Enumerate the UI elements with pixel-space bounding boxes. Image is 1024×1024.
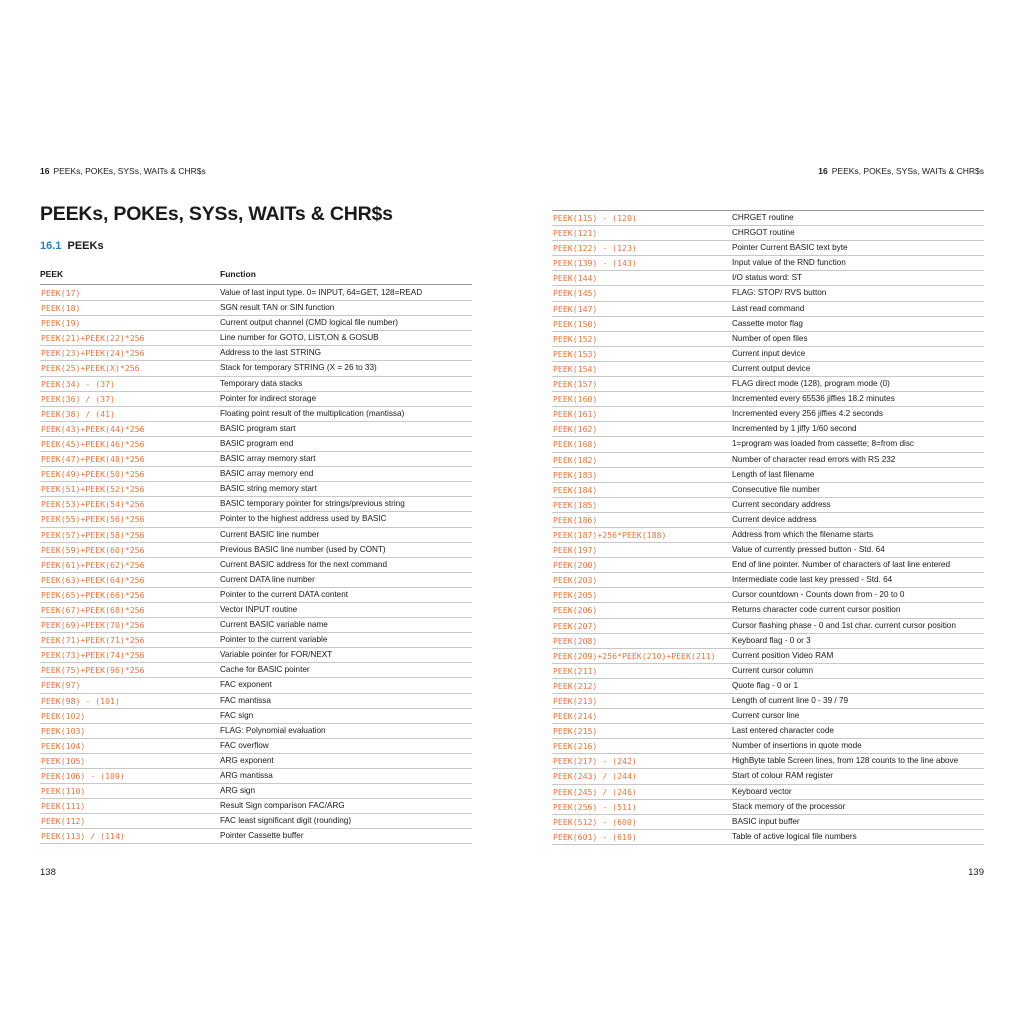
peek-code: PEEK(150) xyxy=(553,318,598,329)
table-row xyxy=(552,830,984,845)
peek-code: PEEK(160) xyxy=(553,394,598,405)
page-number: 139 xyxy=(968,867,984,878)
table-row xyxy=(552,724,984,739)
peek-code: PEEK(157) xyxy=(553,379,598,390)
table-row xyxy=(552,362,984,377)
function-description: FLAG direct mode (128), program mode (0) xyxy=(732,379,890,389)
table-row xyxy=(40,588,472,603)
table-row xyxy=(552,210,984,226)
table-row xyxy=(552,619,984,634)
function-description: Cassette motor flag xyxy=(732,318,803,328)
function-description: Line number for GOTO, LIST,ON & GOSUB xyxy=(220,333,379,343)
function-description: Current BASIC variable name xyxy=(220,620,328,630)
function-description: Incremented every 256 jiffies 4.2 seconds xyxy=(732,409,883,419)
peek-code: PEEK(61)+PEEK(62)*256 xyxy=(41,559,145,570)
function-description: Pointer to the current variable xyxy=(220,635,328,645)
peek-code: PEEK(53)+PEEK(54)*256 xyxy=(41,499,145,510)
peek-code: PEEK(205) xyxy=(553,590,598,601)
peek-code: PEEK(102) xyxy=(41,710,86,721)
function-description: Consecutive file number xyxy=(732,484,820,494)
running-head-left xyxy=(40,166,472,176)
peek-code: PEEK(145) xyxy=(553,288,598,299)
peek-code: PEEK(71)+PEEK(71)*256 xyxy=(41,635,145,646)
peek-code: PEEK(154) xyxy=(553,363,598,374)
table-row xyxy=(552,347,984,362)
peek-code: PEEK(144) xyxy=(553,273,598,284)
peek-code: PEEK(183) xyxy=(553,469,598,480)
peek-code: PEEK(216) xyxy=(553,741,598,752)
peek-code: PEEK(112) xyxy=(41,816,86,827)
peek-code: PEEK(206) xyxy=(553,605,598,616)
peek-code: PEEK(168) xyxy=(553,439,598,450)
table-row xyxy=(40,829,472,844)
function-description: Pointer Current BASIC text byte xyxy=(732,243,848,253)
table-row xyxy=(40,301,472,316)
function-description: Current secondary address xyxy=(732,499,831,509)
function-description: Cache for BASIC pointer xyxy=(220,665,310,675)
table-row xyxy=(552,785,984,800)
table-row xyxy=(40,346,472,361)
table-row xyxy=(40,361,472,376)
function-description: Current DATA line number xyxy=(220,574,315,584)
function-description: Value of last input type. 0= INPUT, 64=GET, 128=READ xyxy=(220,288,423,297)
peek-code: PEEK(69)+PEEK(70)*256 xyxy=(41,620,145,631)
function-description: Pointer to the highest address used by BASIC xyxy=(220,514,387,524)
function-description: Vector INPUT routine xyxy=(220,604,298,614)
table-row xyxy=(40,694,472,709)
table-row xyxy=(552,453,984,468)
table-row xyxy=(552,468,984,483)
function-description: Length of last filename xyxy=(732,469,815,479)
table-row xyxy=(552,664,984,679)
table-row xyxy=(552,513,984,528)
function-description: FAC overflow xyxy=(220,740,269,750)
peek-code: PEEK(243) / (244) xyxy=(553,771,637,782)
table-row xyxy=(40,709,472,724)
peek-code: PEEK(106) - (109) xyxy=(41,771,125,781)
peek-code: PEEK(122) - (123) xyxy=(553,243,637,254)
peek-code: PEEK(512) - (600) xyxy=(553,816,637,827)
peek-code: PEEK(105) xyxy=(41,755,86,766)
peek-code: PEEK(139) - (143) xyxy=(553,258,637,269)
table-row xyxy=(552,573,984,588)
table-row xyxy=(552,815,984,830)
table-row xyxy=(40,814,472,829)
column-header-peek: PEEK xyxy=(40,269,64,279)
table-row xyxy=(552,286,984,301)
table-row xyxy=(40,769,472,784)
function-description: End of line pointer. Number of characters of last line entered xyxy=(732,560,950,570)
table-row xyxy=(552,407,984,422)
function-description: Table of active logical file numbers xyxy=(732,831,857,841)
peek-code: PEEK(211) xyxy=(553,665,598,676)
function-description: Intermediate code last key pressed - Std. 64 xyxy=(732,575,893,585)
peek-code: PEEK(67)+PEEK(68)*256 xyxy=(41,604,145,615)
peek-code: PEEK(182) xyxy=(553,454,598,465)
running-head-title: PEEKs, POKEs, SYSs, WAITs & CHR$s xyxy=(831,166,984,176)
table-row xyxy=(552,588,984,603)
function-description: I/O status word: ST xyxy=(732,273,803,283)
function-description: Current cursor line xyxy=(732,711,800,721)
table-row xyxy=(552,302,984,317)
function-description: Last entered character code xyxy=(732,726,834,736)
left-page xyxy=(40,0,472,1024)
running-head-title: PEEKs, POKEs, SYSs, WAITs & CHR$s xyxy=(53,166,206,176)
table-row xyxy=(40,392,472,407)
peek-code: PEEK(147) xyxy=(553,303,598,314)
peek-code: PEEK(212) xyxy=(553,680,598,691)
peek-code: PEEK(103) xyxy=(41,725,86,736)
table-row xyxy=(552,483,984,498)
table-row xyxy=(552,392,984,407)
peek-code: PEEK(36) / (37) xyxy=(41,393,115,404)
peek-code: PEEK(213) xyxy=(553,696,598,706)
function-description: HighByte table Screen lines, from 128 counts to the line above xyxy=(732,756,959,766)
peek-code: PEEK(185) xyxy=(553,499,598,510)
table-row xyxy=(40,754,472,769)
function-description: Address from which the filename starts xyxy=(732,529,874,539)
table-row xyxy=(552,709,984,724)
table-row xyxy=(552,226,984,241)
peek-code: PEEK(17) xyxy=(41,288,81,298)
function-description: Current output device xyxy=(732,363,811,373)
peek-code: PEEK(25)+PEEK(X)*256 xyxy=(41,363,140,374)
function-description: FAC sign xyxy=(220,710,254,720)
table-row xyxy=(40,482,472,497)
table-row xyxy=(40,678,472,693)
table-row xyxy=(40,603,472,618)
function-description: Input value of the RND function xyxy=(732,258,846,268)
function-description: Number of open files xyxy=(732,333,808,343)
peek-table-right xyxy=(552,210,984,845)
peek-code: PEEK(153) xyxy=(553,348,598,359)
function-description: FLAG: STOP/ RVS button xyxy=(732,288,827,298)
function-description: Length of current line 0 - 39 / 79 xyxy=(732,696,849,705)
table-row xyxy=(552,437,984,452)
function-description: Current cursor column xyxy=(732,665,813,675)
peek-code: PEEK(18) xyxy=(41,303,81,314)
function-description: Pointer for indirect storage xyxy=(220,393,317,403)
section-number: 16.1 xyxy=(40,240,62,252)
peek-code: PEEK(47)+PEEK(48)*256 xyxy=(41,454,145,465)
table-row xyxy=(40,543,472,558)
table-row xyxy=(552,603,984,618)
peek-code: PEEK(184) xyxy=(553,484,598,495)
function-description: Result Sign comparison FAC/ARG xyxy=(220,801,345,811)
peek-code: PEEK(115) - (120) xyxy=(553,213,637,223)
function-description: Value of currently pressed button - Std. 64 xyxy=(732,545,885,555)
function-description: BASIC string memory start xyxy=(220,484,317,494)
peek-code: PEEK(55)+PEEK(56)*256 xyxy=(41,514,145,525)
peek-code: PEEK(245) / (246) xyxy=(553,786,637,797)
table-row xyxy=(40,497,472,512)
table-row xyxy=(40,377,472,392)
chapter-title: PEEKs, POKEs, SYSs, WAITs & CHR$s xyxy=(40,203,393,225)
peek-code: PEEK(63)+PEEK(64)*256 xyxy=(41,574,145,585)
function-description: CHRGET routine xyxy=(732,213,794,222)
peek-code: PEEK(208) xyxy=(553,635,598,646)
function-description: Current BASIC line number xyxy=(220,529,320,539)
function-description: Current output channel (CMD logical file number) xyxy=(220,318,398,328)
peek-code: PEEK(203) xyxy=(553,575,598,586)
peek-code: PEEK(207) xyxy=(553,620,598,631)
section-name: PEEKs xyxy=(67,240,104,252)
function-description: Cursor flashing phase - 0 and 1st char. current cursor position xyxy=(732,620,956,630)
peek-code: PEEK(104) xyxy=(41,740,86,751)
right-page xyxy=(552,0,984,1024)
function-description: Incremented every 65536 jiffies 18.2 minutes xyxy=(732,394,895,404)
function-description: Stack memory of the processor xyxy=(732,801,846,811)
function-description: Floating point result of the multiplication (mantissa) xyxy=(220,408,405,418)
table-row xyxy=(40,573,472,588)
peek-code: PEEK(161) xyxy=(553,409,598,420)
function-description: CHRGOT routine xyxy=(732,228,795,238)
peek-code: PEEK(75)+PEEK(96)*256 xyxy=(41,665,145,676)
table-row xyxy=(552,649,984,664)
peek-code: PEEK(43)+PEEK(44)*256 xyxy=(41,423,145,434)
table-row xyxy=(40,558,472,573)
table-row xyxy=(40,648,472,663)
table-row xyxy=(552,256,984,271)
table-row xyxy=(552,739,984,754)
peek-code: PEEK(152) xyxy=(553,333,598,344)
function-description: Current BASIC address for the next command xyxy=(220,559,388,569)
function-description: Stack for temporary STRING (X = 26 to 33) xyxy=(220,363,377,373)
peek-code: PEEK(57)+PEEK(58)*256 xyxy=(41,529,145,540)
column-header-function: Function xyxy=(220,269,256,279)
function-description: Number of character read errors with RS 232 xyxy=(732,454,896,464)
table-row xyxy=(552,528,984,543)
peek-code: PEEK(59)+PEEK(60)*256 xyxy=(41,544,145,555)
table-row xyxy=(552,634,984,649)
function-description: Last read command xyxy=(732,303,805,313)
table-row xyxy=(40,286,472,301)
peek-code: PEEK(162) xyxy=(553,424,598,435)
running-head-chapter: 16 xyxy=(40,166,50,176)
table-row xyxy=(552,694,984,709)
peek-code: PEEK(200) xyxy=(553,560,598,571)
function-description: Pointer to the current DATA content xyxy=(220,589,349,599)
table-row xyxy=(552,332,984,347)
section-title xyxy=(40,240,104,252)
function-description: Start of colour RAM register xyxy=(732,771,834,781)
peek-code: PEEK(113) / (114) xyxy=(41,831,125,842)
page-number: 138 xyxy=(40,867,56,878)
peek-code: PEEK(65)+PEEK(66)*256 xyxy=(41,589,145,600)
function-description: FAC least significant digit (rounding) xyxy=(220,816,352,826)
table-row xyxy=(40,633,472,648)
function-description: BASIC input buffer xyxy=(732,816,800,826)
table-row xyxy=(40,467,472,482)
peek-code: PEEK(110) xyxy=(41,786,86,797)
function-description: FLAG: Polynomial evaluation xyxy=(220,725,326,735)
peek-code: PEEK(19) xyxy=(41,318,81,329)
function-description: BASIC temporary pointer for strings/previous string xyxy=(220,499,405,509)
function-description: Quote flag - 0 or 1 xyxy=(732,680,798,690)
table-row xyxy=(552,241,984,256)
table-row xyxy=(40,528,472,543)
peek-table-left xyxy=(40,286,472,844)
function-description: Cursor countdown - Counts down from - 20 to 0 xyxy=(732,590,905,600)
peek-code: PEEK(97) xyxy=(41,680,81,691)
table-row xyxy=(40,724,472,739)
function-description: Current position Video RAM xyxy=(732,650,834,660)
table-row xyxy=(40,618,472,633)
peek-code: PEEK(209)+256*PEEK(210)+PEEK(211) xyxy=(553,650,716,661)
function-description: BASIC array memory end xyxy=(220,469,314,479)
function-description: ARG sign xyxy=(220,786,256,796)
function-description: Keyboard flag - 0 or 3 xyxy=(732,635,811,645)
function-description: Temporary data stacks xyxy=(220,378,303,388)
peek-code: PEEK(186) xyxy=(553,514,598,525)
table-row xyxy=(552,754,984,769)
table-row xyxy=(40,316,472,331)
table-row xyxy=(40,407,472,422)
table-row xyxy=(40,331,472,346)
table-row xyxy=(40,784,472,799)
table-row xyxy=(40,799,472,814)
function-description: ARG exponent xyxy=(220,755,274,765)
peek-code: PEEK(21)+PEEK(22)*256 xyxy=(41,333,145,344)
peek-code: PEEK(256) - (511) xyxy=(553,801,637,812)
table-row xyxy=(40,512,472,527)
function-description: Returns character code current cursor position xyxy=(732,605,901,615)
table-row xyxy=(552,543,984,558)
function-description: Address to the last STRING xyxy=(220,348,322,358)
table-row xyxy=(40,739,472,754)
table-row xyxy=(552,377,984,392)
table-row xyxy=(552,317,984,332)
peek-code: PEEK(45)+PEEK(46)*256 xyxy=(41,438,145,449)
peek-code: PEEK(34) - (37) xyxy=(41,378,115,389)
peek-code: PEEK(51)+PEEK(52)*256 xyxy=(41,484,145,495)
table-row xyxy=(552,558,984,573)
function-description: BASIC array memory start xyxy=(220,454,316,464)
table-row xyxy=(552,679,984,694)
running-head-right xyxy=(552,166,984,176)
table-header xyxy=(40,268,472,285)
function-description: Keyboard vector xyxy=(732,786,792,796)
table-row xyxy=(40,452,472,467)
table-row xyxy=(40,422,472,437)
function-description: Variable pointer for FOR/NEXT xyxy=(220,650,333,660)
peek-code: PEEK(217) - (242) xyxy=(553,756,637,767)
function-description: BASIC program start xyxy=(220,423,296,433)
function-description: Number of insertions in quote mode xyxy=(732,741,862,751)
function-description: 1=program was loaded from cassette; 8=from disc xyxy=(732,439,915,449)
function-description: Current device address xyxy=(732,514,817,524)
peek-code: PEEK(111) xyxy=(41,801,86,812)
peek-code: PEEK(215) xyxy=(553,726,598,737)
table-row xyxy=(40,663,472,678)
table-row xyxy=(552,769,984,784)
peek-code: PEEK(49)+PEEK(50)*256 xyxy=(41,469,145,480)
peek-code: PEEK(98) - (101) xyxy=(41,695,120,706)
running-head-chapter: 16 xyxy=(818,166,828,176)
function-description: Incremented by 1 jiffy 1/60 second xyxy=(732,424,857,434)
peek-code: PEEK(23)+PEEK(24)*256 xyxy=(41,348,145,359)
peek-code: PEEK(187)+256*PEEK(188) xyxy=(553,529,667,540)
table-row xyxy=(552,498,984,513)
peek-code: PEEK(214) xyxy=(553,711,598,722)
function-description: FAC mantissa xyxy=(220,695,271,705)
peek-code: PEEK(73)+PEEK(74)*256 xyxy=(41,650,145,661)
function-description: Pointer Cassette buffer xyxy=(220,831,304,841)
peek-code: PEEK(38) / (41) xyxy=(41,408,115,419)
peek-code: PEEK(601) - (610) xyxy=(553,831,637,842)
function-description: Previous BASIC line number (used by CONT) xyxy=(220,544,386,554)
table-row xyxy=(40,437,472,452)
function-description: ARG mantissa xyxy=(220,771,273,780)
peek-code: PEEK(121) xyxy=(553,228,598,239)
table-row xyxy=(552,271,984,286)
function-description: Current input device xyxy=(732,348,806,358)
function-description: FAC exponent xyxy=(220,680,272,690)
peek-code: PEEK(197) xyxy=(553,545,598,556)
table-row xyxy=(552,422,984,437)
function-description: SGN result TAN or SIN function xyxy=(220,303,335,313)
function-description: BASIC program end xyxy=(220,438,294,448)
table-row xyxy=(552,800,984,815)
